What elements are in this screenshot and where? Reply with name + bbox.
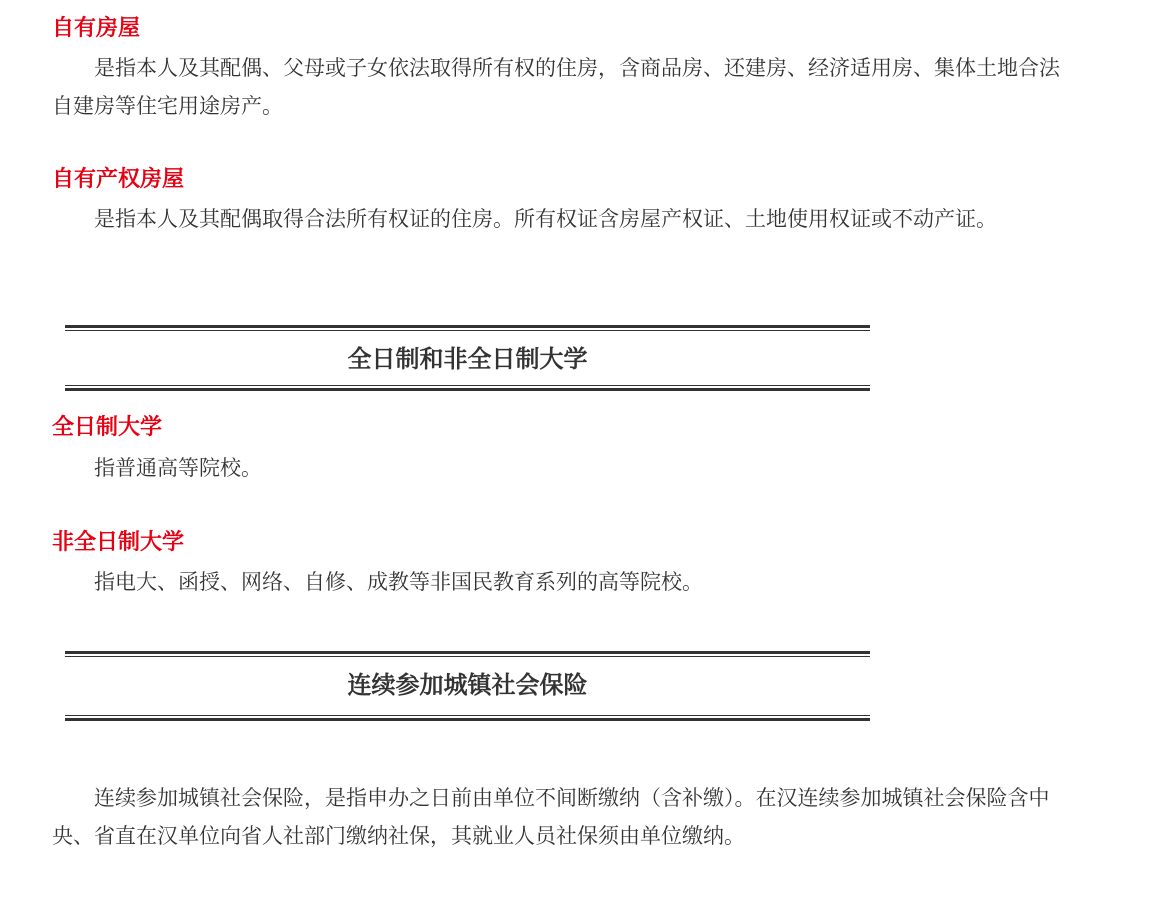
divider-top	[65, 325, 870, 332]
definition-owned-property-house: 是指本人及其配偶取得合法所有权证的住房。所有权证含房屋产权证、土地使用权证或不动产证。	[94, 207, 997, 231]
definition-owned-house: 是指本人及其配偶、父母或子女依法取得所有权的住房，含商品房、还建房、经济适用房、集体土地合法自建房等住宅用途房产。	[52, 56, 1060, 118]
section-header-university	[65, 325, 870, 395]
definition-full-time-university: 指普通高等院校。	[94, 456, 262, 480]
divider-top	[65, 651, 870, 658]
term-heading-owned-property-house: 自有产权房屋	[52, 167, 185, 192]
section-title-university: 全日制和非全日制大学	[347, 345, 588, 373]
section-header-social-insurance	[65, 651, 870, 721]
definition-part-time-university: 指电大、函授、网络、自修、成教等非国民教育系列的高等院校。	[94, 570, 703, 594]
divider-bottom	[65, 385, 870, 392]
definition-social-insurance: 连续参加城镇社会保险，是指申办之日前由单位不间断缴纳（含补缴）。在汉连续参加城镇社会保险含中央、省直在汉单位向省人社部门缴纳社保，其就业人员社保须由单位缴纳。	[52, 786, 1050, 848]
term-heading-full-time-university: 全日制大学	[52, 415, 163, 440]
divider-bottom	[65, 715, 870, 722]
term-heading-part-time-university: 非全日制大学	[52, 530, 185, 555]
section-title-social-insurance: 连续参加城镇社会保险	[347, 671, 588, 699]
term-heading-owned-house: 自有房屋	[52, 16, 141, 41]
